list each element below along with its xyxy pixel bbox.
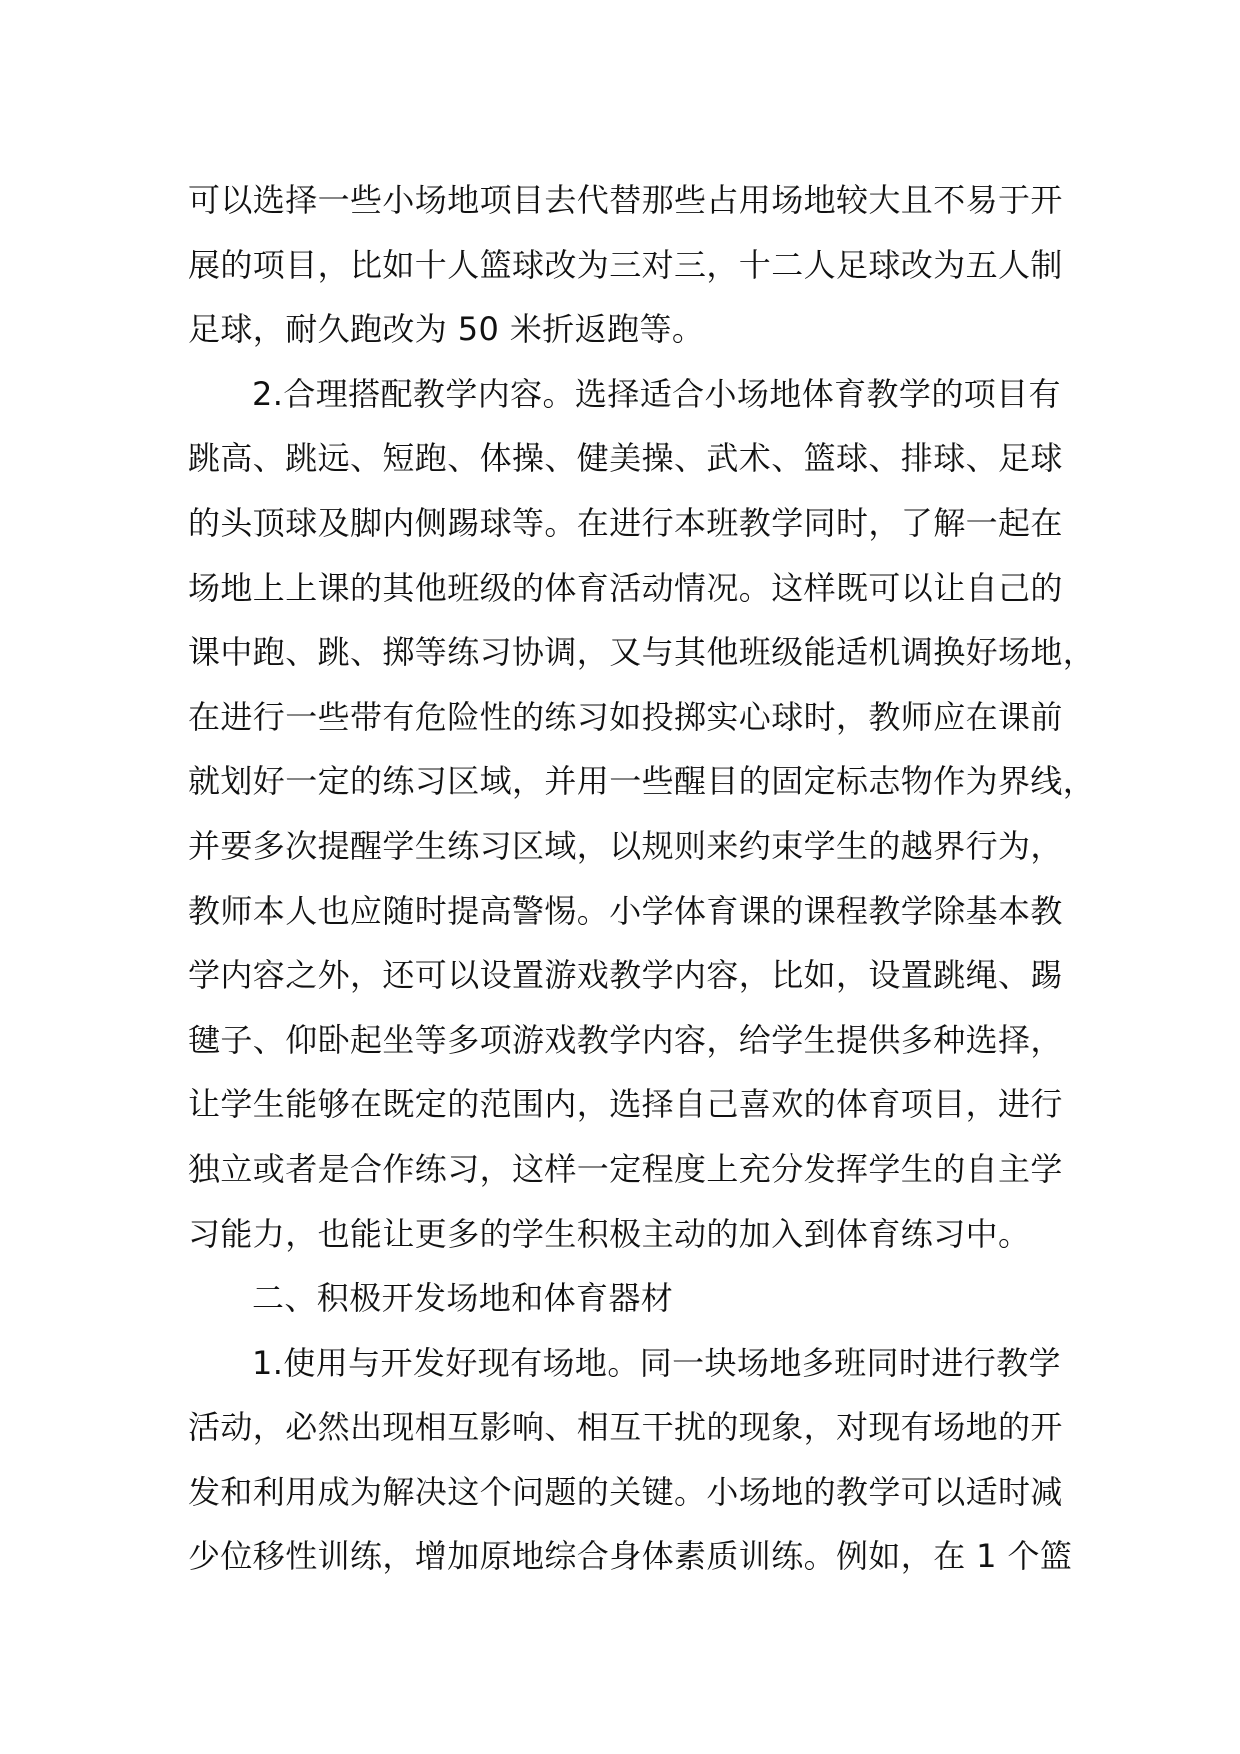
text-line: 并要多次提醒学生练习区域，以规则来约束学生的越界行为， bbox=[188, 826, 1063, 865]
text-line: 让学生能够在既定的范围内，选择自己喜欢的体育项目，进行 bbox=[188, 1085, 1063, 1124]
text-line: 足球，耐久跑改为 50 米折返跑等。 bbox=[188, 310, 705, 349]
text-line: 课中跑、跳、掷等练习协调，又与其他班级能适机调换好场地， bbox=[188, 633, 1096, 672]
text-line: 就划好一定的练习区域，并用一些醒目的固定标志物作为界线， bbox=[188, 762, 1096, 801]
text-line: 二、积极开发场地和体育器材 bbox=[252, 1279, 674, 1318]
text-line: 2.合理搭配教学内容。选择适合小场地体育教学的项目有 bbox=[252, 374, 1061, 413]
text-line: 少位移性训练，增加原地综合身体素质训练。例如，在 1 个篮 bbox=[188, 1537, 1073, 1576]
text-line: 发和利用成为解决这个问题的关键。小场地的教学可以适时减 bbox=[188, 1472, 1063, 1511]
text-line: 学内容之外，还可以设置游戏教学内容，比如，设置跳绳、踢 bbox=[188, 956, 1063, 995]
text-line: 1.使用与开发好现有场地。同一块场地多班同时进行教学 bbox=[252, 1343, 1061, 1382]
text-line: 在进行一些带有危险性的练习如投掷实心球时，教师应在课前 bbox=[188, 697, 1063, 736]
text-line: 独立或者是合作练习，这样一定程度上充分发挥学生的自主学 bbox=[188, 1149, 1063, 1188]
text-line: 毽子、仰卧起坐等多项游戏教学内容，给学生提供多种选择， bbox=[188, 1020, 1063, 1059]
body-text bbox=[188, 168, 1096, 1589]
text-line: 展的项目，比如十人篮球改为三对三，十二人足球改为五人制 bbox=[188, 245, 1063, 284]
text-line: 可以选择一些小场地项目去代替那些占用场地较大且不易于开 bbox=[188, 181, 1063, 219]
text-line: 习能力，也能让更多的学生积极主动的加入到体育练习中。 bbox=[188, 1214, 1031, 1253]
text-line: 场地上上课的其他班级的体育活动情况。这样既可以让自己的 bbox=[188, 568, 1063, 607]
text-line: 教师本人也应随时提高警惕。小学体育课的课程教学除基本教 bbox=[188, 891, 1063, 930]
text-line: 的头顶球及脚内侧踢球等。在进行本班教学同时，了解一起在 bbox=[188, 503, 1063, 542]
text-line: 活动，必然出现相互影响、相互干扰的现象，对现有场地的开 bbox=[188, 1408, 1063, 1447]
text-line: 跳高、跳远、短跑、体操、健美操、武术、篮球、排球、足球 bbox=[188, 439, 1063, 478]
